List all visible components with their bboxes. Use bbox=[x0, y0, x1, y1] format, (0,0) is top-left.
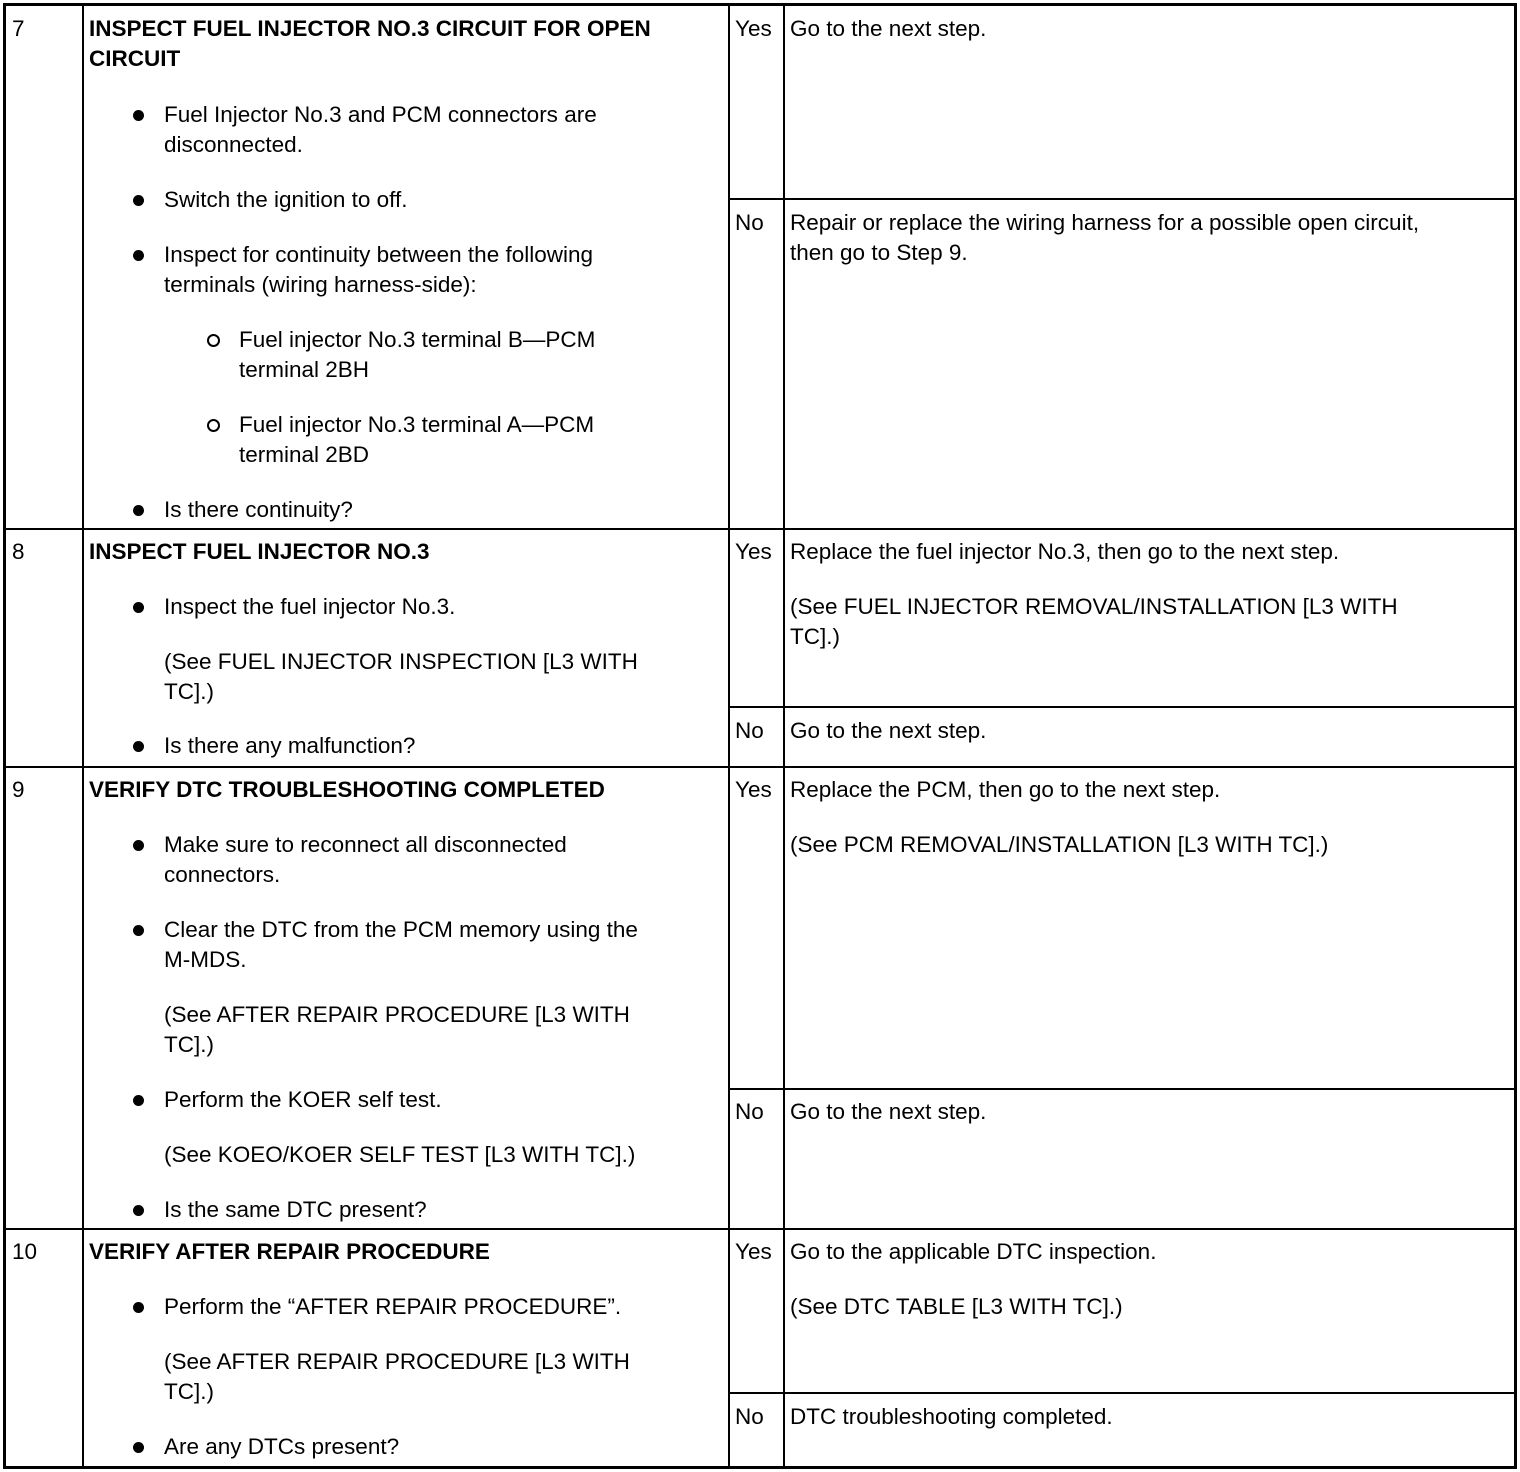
no-action: DTC troubleshooting completed. bbox=[790, 1404, 1113, 1429]
bullet-icon bbox=[133, 1302, 144, 1313]
step-item: Is there continuity? bbox=[164, 497, 353, 522]
step-item: disconnected. bbox=[164, 132, 303, 157]
step-reference: TC].) bbox=[164, 1379, 214, 1404]
step-item: Clear the DTC from the PCM memory using the bbox=[164, 917, 638, 942]
yes-action: Go to the next step. bbox=[790, 16, 987, 41]
step-reference: (See FUEL INJECTOR INSPECTION [L3 WITH bbox=[164, 649, 638, 674]
yes-action: Replace the PCM, then go to the next step. bbox=[790, 777, 1221, 802]
no-action: Go to the next step. bbox=[790, 1099, 987, 1124]
step-item: Is there any malfunction? bbox=[164, 733, 416, 758]
column-divider bbox=[82, 3, 84, 1469]
yes-action: TC].) bbox=[790, 624, 840, 649]
step-number: 9 bbox=[12, 777, 25, 802]
step-item: connectors. bbox=[164, 862, 281, 887]
no-label: No bbox=[735, 210, 764, 235]
bullet-icon bbox=[133, 195, 144, 206]
step-number: 10 bbox=[12, 1239, 38, 1264]
step-item: Is the same DTC present? bbox=[164, 1197, 427, 1222]
bullet-icon bbox=[133, 925, 144, 936]
step-subitem: Fuel injector No.3 terminal B—PCM bbox=[239, 327, 596, 352]
yes-action: Go to the applicable DTC inspection. bbox=[790, 1239, 1157, 1264]
yes-no-divider bbox=[729, 1392, 1517, 1394]
bullet-icon bbox=[133, 1205, 144, 1216]
bullet-icon bbox=[133, 602, 144, 613]
step-item: Perform the KOER self test. bbox=[164, 1087, 442, 1112]
step-item: Perform the “AFTER REPAIR PROCEDURE”. bbox=[164, 1294, 622, 1319]
no-label: No bbox=[735, 1404, 764, 1429]
step-item: Make sure to reconnect all disconnected bbox=[164, 832, 567, 857]
step-item: Are any DTCs present? bbox=[164, 1434, 400, 1459]
step-reference: (See AFTER REPAIR PROCEDURE [L3 WITH bbox=[164, 1349, 630, 1374]
step-number: 7 bbox=[12, 16, 25, 41]
step-number: 8 bbox=[12, 539, 25, 564]
circle-bullet-icon bbox=[207, 419, 220, 432]
step-title: INSPECT FUEL INJECTOR NO.3 bbox=[89, 539, 430, 564]
step-item: Switch the ignition to off. bbox=[164, 187, 408, 212]
step-item: Inspect the fuel injector No.3. bbox=[164, 594, 456, 619]
column-divider bbox=[728, 3, 730, 1469]
no-action: Go to the next step. bbox=[790, 718, 987, 743]
row-divider bbox=[3, 766, 1517, 768]
circle-bullet-icon bbox=[207, 334, 220, 347]
yes-no-divider bbox=[729, 198, 1517, 200]
step-title: INSPECT FUEL INJECTOR NO.3 CIRCUIT FOR OPEN bbox=[89, 16, 651, 41]
no-action: then go to Step 9. bbox=[790, 240, 968, 265]
yes-label: Yes bbox=[735, 1239, 772, 1264]
bullet-icon bbox=[133, 741, 144, 752]
step-item: Fuel Injector No.3 and PCM connectors are bbox=[164, 102, 597, 127]
step-subitem: terminal 2BD bbox=[239, 442, 370, 467]
step-title: VERIFY AFTER REPAIR PROCEDURE bbox=[89, 1239, 490, 1264]
bullet-icon bbox=[133, 1095, 144, 1106]
yes-action: Replace the fuel injector No.3, then go to the next step. bbox=[790, 539, 1340, 564]
step-item: terminals (wiring harness-side): bbox=[164, 272, 477, 297]
bullet-icon bbox=[133, 840, 144, 851]
step-item: Inspect for continuity between the following bbox=[164, 242, 594, 267]
bullet-icon bbox=[133, 110, 144, 121]
no-action: Repair or replace the wiring harness for a possible open circuit, bbox=[790, 210, 1420, 235]
column-divider bbox=[783, 3, 785, 1469]
step-title: CIRCUIT bbox=[89, 46, 181, 71]
no-label: No bbox=[735, 718, 764, 743]
step-subitem: Fuel injector No.3 terminal A—PCM bbox=[239, 412, 595, 437]
step-reference: TC].) bbox=[164, 679, 214, 704]
row-divider bbox=[3, 528, 1517, 530]
step-reference: (See AFTER REPAIR PROCEDURE [L3 WITH bbox=[164, 1002, 630, 1027]
row-divider bbox=[3, 1228, 1517, 1230]
step-reference: (See KOEO/KOER SELF TEST [L3 WITH TC].) bbox=[164, 1142, 636, 1167]
yes-no-divider bbox=[729, 1088, 1517, 1090]
step-title: VERIFY DTC TROUBLESHOOTING COMPLETED bbox=[89, 777, 605, 802]
yes-action: (See FUEL INJECTOR REMOVAL/INSTALLATION [L3 WITH bbox=[790, 594, 1398, 619]
yes-action: (See PCM REMOVAL/INSTALLATION [L3 WITH TC].) bbox=[790, 832, 1329, 857]
bullet-icon bbox=[133, 1442, 144, 1453]
no-label: No bbox=[735, 1099, 764, 1124]
yes-label: Yes bbox=[735, 539, 772, 564]
yes-no-divider bbox=[729, 706, 1517, 708]
yes-label: Yes bbox=[735, 16, 772, 41]
step-item: M-MDS. bbox=[164, 947, 247, 972]
step-reference: TC].) bbox=[164, 1032, 214, 1057]
step-subitem: terminal 2BH bbox=[239, 357, 370, 382]
bullet-icon bbox=[133, 250, 144, 261]
bullet-icon bbox=[133, 505, 144, 516]
yes-action: (See DTC TABLE [L3 WITH TC].) bbox=[790, 1294, 1123, 1319]
yes-label: Yes bbox=[735, 777, 772, 802]
